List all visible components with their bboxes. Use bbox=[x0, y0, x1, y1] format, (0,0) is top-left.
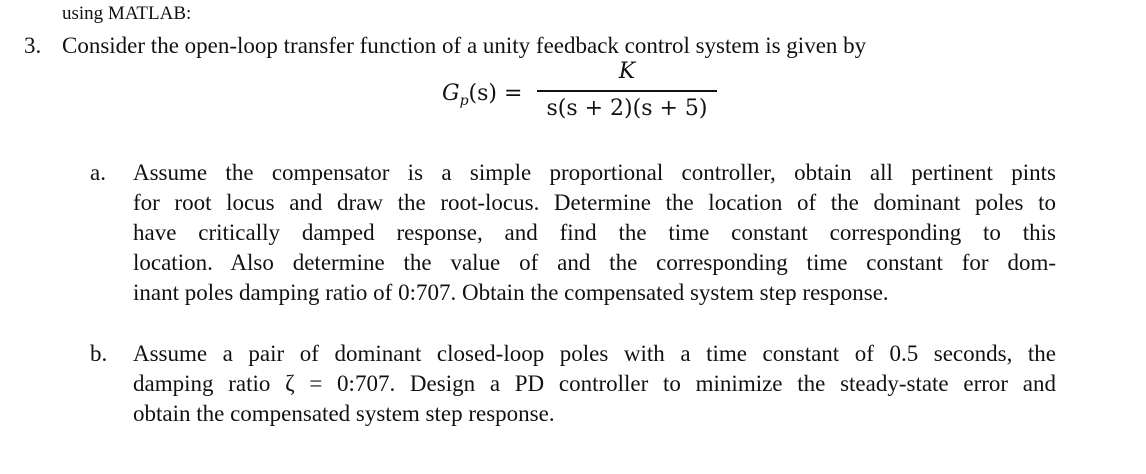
part-a-line-5: inant poles damping ratio of 0:707. Obtain the compensated system step response. bbox=[133, 280, 889, 305]
transfer-function-equation bbox=[442, 58, 732, 130]
part-b-line-2: damping ratio ζ = 0:707. Design a PD controller to minimize the steady-state error and bbox=[133, 371, 1056, 396]
equation-denominator: s(s + 2)(s + 5) bbox=[546, 95, 708, 121]
part-b-line-3: obtain the compensated system step response. bbox=[133, 401, 555, 426]
fraction-bar bbox=[537, 90, 717, 92]
part-a-line-3: have critically damped response, and find the time constant corresponding to this bbox=[133, 220, 1056, 245]
equation-lhs bbox=[442, 80, 522, 115]
equation-lhs-subscript: p bbox=[459, 93, 469, 109]
part-a-line-1: Assume the compensator is a simple proportional controller, obtain all pertinent pints bbox=[133, 160, 1056, 185]
equation-numerator: K bbox=[618, 59, 636, 84]
question-number: 3. bbox=[24, 33, 42, 58]
equation-lhs-symbol: G bbox=[442, 81, 460, 106]
intro-text: using MATLAB: bbox=[62, 3, 192, 24]
part-b-line-1: Assume a pair of dominant closed-loop poles with a time constant of 0.5 seconds, the bbox=[133, 341, 1056, 366]
part-a-body bbox=[133, 158, 1056, 308]
equation-fraction bbox=[537, 58, 717, 123]
part-a-line-2: for root locus and draw the root-locus. Determine the location of the dominant poles to bbox=[133, 190, 1056, 215]
part-a-label: a. bbox=[90, 160, 106, 185]
question-text: Consider the open-loop transfer function of a unity feedback control system is given by bbox=[62, 33, 867, 58]
part-b-label: b. bbox=[90, 341, 108, 366]
equation-lhs-argument: (s) = bbox=[468, 81, 523, 106]
part-a-line-4: location. Also determine the value of and the corresponding time constant for dom- bbox=[133, 250, 1056, 275]
part-b-body bbox=[133, 339, 1056, 429]
